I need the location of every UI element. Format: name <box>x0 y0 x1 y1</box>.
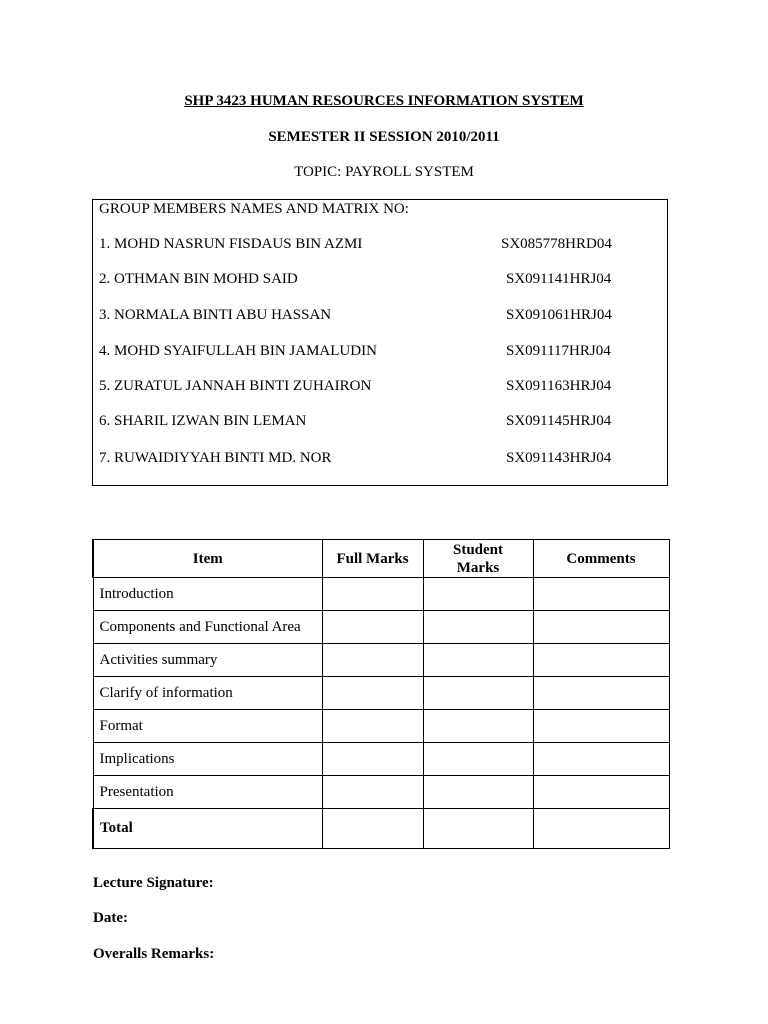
student-marks-cell[interactable] <box>423 611 533 644</box>
item-cell: Activities summary <box>93 644 322 677</box>
item-cell: Presentation <box>93 776 322 809</box>
table-row <box>93 743 669 776</box>
table-row <box>93 776 669 809</box>
student-marks-cell[interactable] <box>423 743 533 776</box>
full-marks-cell[interactable] <box>322 578 423 611</box>
total-full-marks-cell[interactable] <box>322 809 423 849</box>
member-row <box>99 307 659 327</box>
member-row <box>99 236 659 256</box>
item-cell: Format <box>93 710 322 743</box>
member-row <box>99 450 659 470</box>
total-row <box>93 809 669 849</box>
student-marks-cell[interactable] <box>423 677 533 710</box>
marks-table <box>92 539 670 849</box>
item-cell: Components and Functional Area <box>93 611 322 644</box>
student-marks-cell[interactable] <box>423 710 533 743</box>
header-student-marks <box>423 540 533 578</box>
group-members-heading: GROUP MEMBERS NAMES AND MATRIX NO: <box>99 201 409 217</box>
table-row <box>93 644 669 677</box>
course-title: SHP 3423 HUMAN RESOURCES INFORMATION SYSTEM <box>184 93 584 109</box>
member-matrix-no: SX091061HRJ04 <box>506 307 612 323</box>
total-label: Total <box>93 809 322 849</box>
member-name: 5. ZURATUL JANNAH BINTI ZUHAIRON <box>99 378 372 394</box>
group-members-box <box>92 199 668 486</box>
table-row <box>93 710 669 743</box>
member-matrix-no: SX091117HRJ04 <box>506 343 611 359</box>
item-cell: Clarify of information <box>93 677 322 710</box>
member-name: 7. RUWAIDIYYAH BINTI MD. NOR <box>99 450 332 466</box>
item-cell: Introduction <box>93 578 322 611</box>
table-row <box>93 578 669 611</box>
item-cell: Implications <box>93 743 322 776</box>
comments-cell[interactable] <box>533 743 669 776</box>
header-full-marks: Full Marks <box>322 540 423 578</box>
topic-line: TOPIC: PAYROLL SYSTEM <box>294 164 474 180</box>
member-matrix-no: SX085778HRD04 <box>501 236 612 252</box>
member-matrix-no: SX091141HRJ04 <box>506 271 612 287</box>
semester-line: SEMESTER II SESSION 2010/2011 <box>268 129 500 145</box>
table-row <box>93 677 669 710</box>
table-row <box>93 611 669 644</box>
comments-cell[interactable] <box>533 644 669 677</box>
header-student-marks-line2: Marks <box>456 559 500 576</box>
member-name: 6. SHARIL IZWAN BIN LEMAN <box>99 413 307 429</box>
student-marks-cell[interactable] <box>423 578 533 611</box>
full-marks-cell[interactable] <box>322 677 423 710</box>
lecture-signature-label: Lecture Signature: <box>93 875 214 891</box>
comments-cell[interactable] <box>533 611 669 644</box>
member-row <box>99 413 659 433</box>
student-marks-cell[interactable] <box>423 644 533 677</box>
member-name: 3. NORMALA BINTI ABU HASSAN <box>99 307 332 323</box>
full-marks-cell[interactable] <box>322 644 423 677</box>
comments-cell[interactable] <box>533 776 669 809</box>
member-name: 2. OTHMAN BIN MOHD SAID <box>99 271 298 287</box>
overall-remarks-label: Overalls Remarks: <box>93 946 215 962</box>
header-item: Item <box>93 540 322 578</box>
header-comments: Comments <box>533 540 669 578</box>
member-row <box>99 271 659 291</box>
full-marks-cell[interactable] <box>322 611 423 644</box>
member-row <box>99 343 659 363</box>
total-student-marks-cell[interactable] <box>423 809 533 849</box>
comments-cell[interactable] <box>533 677 669 710</box>
header-student-marks-line1: Student <box>452 541 504 558</box>
member-matrix-no: SX091143HRJ04 <box>506 450 612 466</box>
member-name: 4. MOHD SYAIFULLAH BIN JAMALUDIN <box>99 343 377 359</box>
date-label: Date: <box>93 910 128 926</box>
total-comments-cell[interactable] <box>533 809 669 849</box>
student-marks-cell[interactable] <box>423 776 533 809</box>
member-row <box>99 378 659 398</box>
comments-cell[interactable] <box>533 710 669 743</box>
member-matrix-no: SX091163HRJ04 <box>506 378 612 394</box>
full-marks-cell[interactable] <box>322 776 423 809</box>
member-name: 1. MOHD NASRUN FISDAUS BIN AZMI <box>99 236 363 252</box>
table-header-row <box>93 540 669 578</box>
comments-cell[interactable] <box>533 578 669 611</box>
member-matrix-no: SX091145HRJ04 <box>506 413 612 429</box>
full-marks-cell[interactable] <box>322 743 423 776</box>
full-marks-cell[interactable] <box>322 710 423 743</box>
